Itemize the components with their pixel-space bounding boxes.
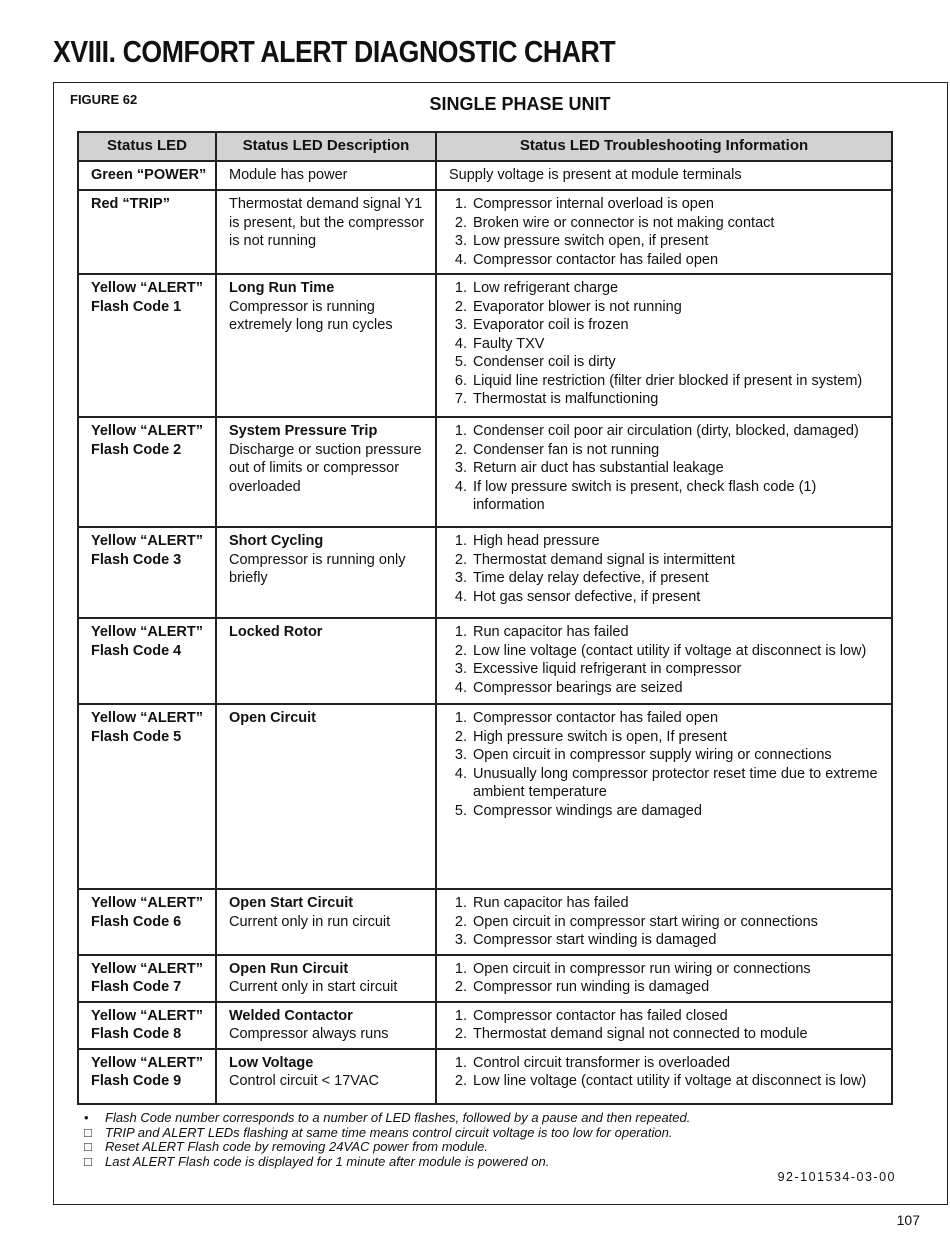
status-description-cell (216, 190, 436, 274)
status-led-label: Yellow “ALERT” Flash Code 1 (91, 280, 203, 315)
troubleshooting-cell (436, 1049, 892, 1104)
troubleshooting-cell (436, 955, 892, 1002)
table-row (78, 618, 892, 704)
troubleshooting-item: 1. Compressor internal overload is open (471, 195, 885, 214)
troubleshooting-item: 4. Compressor contactor has failed open (471, 251, 885, 270)
troubleshooting-item: 5. Condenser coil is dirty (471, 353, 885, 372)
table-row (78, 1002, 892, 1049)
troubleshooting-list (449, 422, 885, 515)
troubleshooting-item: 2. Condenser fan is not running (471, 441, 885, 460)
notes-list (84, 1111, 690, 1169)
column-header: Status LED (78, 132, 216, 161)
status-led-cell (78, 161, 216, 190)
troubleshooting-item: 2. Open circuit in compressor start wiring or connections (471, 913, 885, 932)
troubleshooting-list (449, 623, 885, 697)
troubleshooting-item: 3. Time delay relay defective, if present (471, 569, 885, 588)
table-row (78, 161, 892, 190)
note-text: Last ALERT Flash code is displayed for 1 minute after module is powered on. (105, 1153, 550, 1169)
document-number: 92-101534-03-00 (777, 1170, 896, 1184)
table-row (78, 190, 892, 274)
diagnostic-table (77, 131, 893, 1105)
troubleshooting-item: 1. Run capacitor has failed (471, 623, 885, 642)
description-title: Long Run Time (229, 280, 335, 296)
troubleshooting-item: 1. Low refrigerant charge (471, 279, 885, 298)
status-led-label: Red “TRIP” (91, 196, 170, 212)
note-text: Reset ALERT Flash code by removing 24VAC power from module. (105, 1139, 488, 1154)
troubleshooting-item: 3. Open circuit in compressor supply wiring or connections (471, 746, 885, 765)
troubleshooting-list (449, 1054, 885, 1091)
unit-title: SINGLE PHASE UNIT (429, 94, 611, 114)
status-led-label: Yellow “ALERT” Flash Code 2 (91, 423, 203, 458)
status-description-cell (216, 274, 436, 417)
troubleshooting-cell (436, 618, 892, 704)
troubleshooting-cell (436, 161, 892, 190)
troubleshooting-list (449, 709, 885, 820)
troubleshooting-item: 3. Low pressure switch open, if present (471, 232, 885, 251)
description-text: Compressor is running only briefly (229, 551, 406, 586)
troubleshooting-item: 4. If low pressure switch is present, check flash code (1) information (471, 478, 885, 515)
troubleshooting-cell (436, 274, 892, 417)
troubleshooting-list (449, 532, 885, 606)
troubleshooting-item: 1. Open circuit in compressor run wiring or connections (471, 960, 885, 979)
column-header: Status LED Description (216, 132, 436, 161)
troubleshooting-cell (436, 889, 892, 955)
troubleshooting-item: 4. Hot gas sensor defective, if present (471, 588, 885, 607)
status-led-label: Yellow “ALERT” Flash Code 5 (91, 710, 203, 745)
description-text: Discharge or suction pressure out of limits or compressor overloaded (229, 441, 422, 495)
page-number: 107 (896, 1212, 920, 1228)
column-header: Status LED Troubleshooting Information (436, 132, 892, 161)
status-description-cell (216, 618, 436, 704)
status-led-label: Yellow “ALERT” Flash Code 4 (91, 624, 203, 659)
status-led-cell (78, 274, 216, 417)
table-body (78, 161, 892, 1104)
status-led-label: Yellow “ALERT” Flash Code 9 (91, 1054, 203, 1089)
checkbox-icon: □ (84, 1139, 92, 1154)
status-description-cell (216, 1049, 436, 1104)
description-title: Open Run Circuit (229, 960, 349, 977)
troubleshooting-item: 5. Compressor windings are damaged (471, 802, 885, 821)
troubleshooting-item: 3. Return air duct has substantial leakage (471, 459, 885, 478)
description-text: Compressor always runs (229, 1026, 389, 1042)
troubleshooting-item: 1. High head pressure (471, 532, 885, 551)
status-led-cell (78, 889, 216, 955)
troubleshooting-item: 3. Compressor start winding is damaged (471, 931, 885, 950)
status-led-cell (78, 618, 216, 704)
troubleshooting-cell (436, 417, 892, 527)
page-title: XVIII. COMFORT ALERT DIAGNOSTIC CHART (53, 34, 616, 69)
troubleshooting-item: 2. High pressure switch is open, If present (471, 728, 885, 747)
description-text: Current only in start circuit (229, 979, 398, 995)
status-led-cell (78, 1049, 216, 1104)
troubleshooting-item: 2. Low line voltage (contact utility if voltage at disconnect is low) (471, 1072, 885, 1091)
troubleshooting-item: 2. Evaporator blower is not running (471, 298, 885, 317)
troubleshooting-cell (436, 527, 892, 618)
note-item (84, 1126, 690, 1141)
troubleshooting-item: 2. Low line voltage (contact utility if voltage at disconnect is low) (471, 642, 885, 661)
table-row (78, 704, 892, 889)
description-title: Open Start Circuit (229, 895, 354, 911)
note-text: TRIP and ALERT LEDs flashing at same time means control circuit voltage is too low for operation. (105, 1124, 673, 1140)
table-row (78, 955, 892, 1002)
status-description-cell (216, 704, 436, 889)
status-led-cell (78, 527, 216, 618)
troubleshooting-item: 3. Evaporator coil is frozen (471, 316, 885, 335)
status-led-label: Yellow “ALERT” Flash Code 3 (91, 533, 203, 568)
status-led-label: Yellow “ALERT” Flash Code 6 (91, 895, 203, 930)
status-description-cell (216, 417, 436, 527)
description-title: Short Cycling (229, 533, 324, 549)
description-text: Compressor is running extremely long run cycles (229, 298, 393, 333)
note-item (84, 1111, 690, 1126)
troubleshooting-list (449, 1007, 885, 1044)
troubleshooting-cell (436, 704, 892, 889)
troubleshooting-item: 1. Control circuit transformer is overloaded (471, 1054, 885, 1073)
troubleshooting-cell (436, 190, 892, 274)
status-description-cell (216, 889, 436, 955)
description-text: Module has power (229, 167, 348, 183)
troubleshooting-item: 1. Condenser coil poor air circulation (dirty, blocked, damaged) (471, 422, 885, 441)
description-text: Thermostat demand signal Y1 is present, but the compressor is not running (229, 196, 425, 249)
checkbox-icon: □ (84, 1153, 92, 1169)
table-header-row (78, 132, 892, 161)
troubleshooting-list (449, 960, 885, 997)
status-led-label: Yellow “ALERT” Flash Code 8 (91, 1007, 203, 1042)
status-description-cell (216, 161, 436, 190)
status-led-cell (78, 704, 216, 889)
table-row (78, 1049, 892, 1104)
figure-label: FIGURE 62 (70, 92, 138, 107)
troubleshooting-item: 4. Unusually long compressor protector reset time due to extreme ambient temperature (471, 765, 885, 802)
troubleshooting-list (449, 195, 885, 269)
status-description-cell (216, 1002, 436, 1049)
troubleshooting-item: 2. Thermostat demand signal not connected to module (471, 1025, 885, 1044)
status-description-cell (216, 527, 436, 618)
description-text: Current only in run circuit (229, 913, 391, 930)
note-item (84, 1140, 690, 1155)
table-row (78, 274, 892, 417)
description-title: System Pressure Trip (229, 423, 378, 439)
troubleshooting-item: 1. Compressor contactor has failed closed (471, 1007, 885, 1026)
troubleshooting-list (449, 894, 885, 950)
description-text: Control circuit < 17VAC (229, 1073, 380, 1089)
table-row (78, 417, 892, 527)
note-text: Flash Code number corresponds to a number of LED flashes, followed by a pause and then repeated. (105, 1110, 691, 1125)
troubleshooting-list (449, 279, 885, 409)
troubleshooting-item: 2. Thermostat demand signal is intermittent (471, 551, 885, 570)
description-title: Welded Contactor (229, 1007, 353, 1024)
status-led-cell (78, 1002, 216, 1049)
description-title: Open Circuit (229, 710, 317, 726)
status-led-label: Green “POWER” (91, 167, 207, 183)
note-item (84, 1155, 690, 1170)
troubleshooting-item: 3. Excessive liquid refrigerant in compressor (471, 660, 885, 679)
status-led-cell (78, 190, 216, 274)
troubleshooting-text: Supply voltage is present at module terminals (449, 167, 742, 183)
troubleshooting-item: 6. Liquid line restriction (filter drier blocked if present in system) (471, 372, 885, 391)
troubleshooting-cell (436, 1002, 892, 1049)
status-led-label: Yellow “ALERT” Flash Code 7 (91, 960, 203, 995)
status-led-cell (78, 417, 216, 527)
table-row (78, 527, 892, 618)
table-row (78, 889, 892, 955)
troubleshooting-item: 7. Thermostat is malfunctioning (471, 390, 885, 409)
troubleshooting-item: 2. Broken wire or connector is not making contact (471, 214, 885, 233)
checkbox-icon: □ (84, 1124, 92, 1140)
troubleshooting-item: 1. Run capacitor has failed (471, 894, 885, 913)
status-led-cell (78, 955, 216, 1002)
description-title: Locked Rotor (229, 624, 323, 640)
description-title: Low Voltage (229, 1054, 314, 1071)
troubleshooting-item: 4. Faulty TXV (471, 335, 885, 354)
troubleshooting-item: 1. Compressor contactor has failed open (471, 709, 885, 728)
troubleshooting-item: 4. Compressor bearings are seized (471, 679, 885, 698)
status-description-cell (216, 955, 436, 1002)
troubleshooting-item: 2. Compressor run winding is damaged (471, 978, 885, 997)
bullet-icon: • (84, 1110, 89, 1125)
